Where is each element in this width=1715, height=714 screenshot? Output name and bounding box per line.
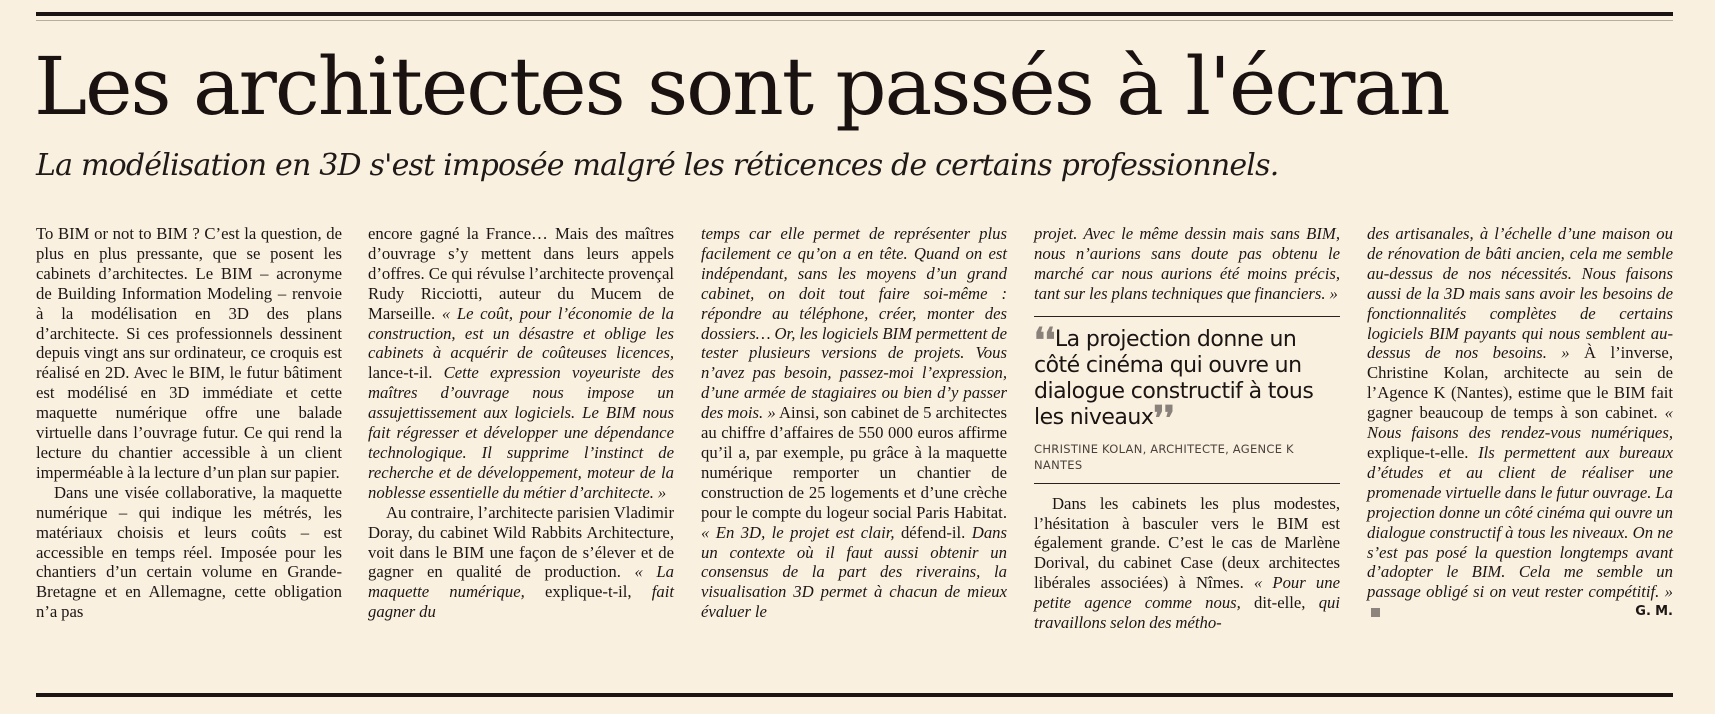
close-quote-icon: ❜❜: [1153, 398, 1175, 439]
col4-quote: « Pour une petite agence comme nous,: [1034, 573, 1340, 613]
col2-text: explique-t-il,: [524, 582, 652, 602]
headline: Les architectes sont passés à l'écran: [34, 40, 1449, 133]
col2-paragraph-2: [368, 503, 674, 622]
pull-quote-credit: CHRISTINE KOLAN, ARCHITECTE, AGENCE K NANTES: [1034, 441, 1294, 472]
col5-quote: Ils permettent aux bureaux d’études et au client de réaliser une promenade virtuelle dans le futur ouvrage. La projection donne un côté cinéma qui ouvre un dialogue constructif à tous les niveaux. On ne s’est pas posé la question longtemps avant d’adopter le BIM. Cela me semble un passage obligé si on veut rester compétitif. »: [1367, 442, 1674, 602]
col3-quote: temps car elle permet de représenter plus facilement ce qu’on a en tête. Quand on est indépendant, sans les moyens d’un grand cabinet, on doit tout faire soi-même : répondre au téléphone, créer, monter des dossiers… Or, les logiciels BIM permettent de tester plusieurs versions de projets. Vous n’avez pas besoin, passez-moi l’expression, d’une armée de stagiaires ou bien d’y passer des mois. »: [701, 224, 1007, 423]
author-signature: G. M.: [1635, 604, 1673, 620]
article-column-5: [1367, 224, 1673, 622]
bottom-rule: [36, 693, 1673, 697]
col5-quote: « Nous faisons des rendez-vous numériques,: [1367, 403, 1673, 443]
col3-text: Ainsi, son cabinet de 5 architectes au chiffre d’affaires de 550 000 euros affirme qu’il a, par exemple, pu grâce à la maquette numérique remporter un chantier de construction de 25 logements et d’une crèche pour le compte du logeur social Paris Habitat.: [701, 403, 1008, 522]
col5-paragraph-1: [1367, 224, 1673, 622]
article-column-4: [1034, 224, 1340, 633]
col2-quote: Cette expression voyeuriste des maîtres d’ouvrage nous impose un assujettissement aux logiciels. Le BIM nous fait régresser et développer une dépendance technologique. Il supprime l’instinct de recherche et de développement, moteur de la noblesse essentielle du métier d’architecte. »: [368, 363, 674, 502]
col1-paragraph-2: Dans une visée collaborative, la maquette numérique – qui indique les métrés, les matériaux choisis et leurs coûts – est accessible en temps réel. Imposée pour les chantiers d’un certain volume en Grande-Bretagne et en Allemagne, cette obligation n’a pas: [36, 482, 342, 622]
col4-quote: projet. Avec le même dessin mais sans BIM, nous n’aurions sans doute pas obtenu le marché car nous aurions été moins précis, tant sur les plans techniques que financiers. »: [1034, 224, 1340, 303]
col2-quote: « La maquette numérique,: [368, 562, 674, 602]
col3-quote: « En 3D, le projet est clair,: [701, 522, 895, 542]
col3-paragraph-1: [701, 224, 1007, 622]
article-column-1: [36, 224, 342, 622]
col4-text: Dans les cabinets les plus modestes, l’hésitation à basculer vers le BIM est également grande. C’est le cas de Marlène Dorival, du cabinet Case (deux architectes libérales associées) à Nîmes.: [1034, 493, 1340, 593]
col5-text: explique-t-elle.: [1367, 442, 1479, 462]
col3-quote: Dans un contexte où il faut aussi obtenir un consensus de la part des riverains, la visualisation 3D permet à chacun de mieux évaluer le: [701, 522, 1007, 622]
subtitle: La modélisation en 3D s'est imposée malgré les réticences de certains professionnels.: [36, 148, 1279, 183]
open-quote-icon: ❛❛: [1034, 320, 1055, 361]
article-column-2: [368, 224, 674, 622]
col1-paragraph-1: To BIM or not to BIM ? C’est la question, de plus en plus pressante, que se posent les cabinets d’architectes. Le BIM – acronyme de Building Information Modeling – renvoie à la modélisation en 3D des plans d’architecte. Si ces professionnels dessinent depuis vingt ans sur ordinateur, ce croquis est réalisé en 2D. Avec le BIM, le futur bâtiment est modélisé en 3D immédiate et cette maquette numérique offre une balade virtuelle dans l’ouvrage futur. Ce qui rend la lecture du chantier accessible à un client imperméable à la lecture d’un plan sur papier.: [36, 224, 342, 482]
top-rule-thin: [36, 20, 1673, 21]
col2-quote: « Le coût, pour l’économie de la construction, est un désastre et oblige les cabinets à acquérir de coûteuses licences,: [368, 303, 675, 363]
pull-quote: [1034, 316, 1340, 484]
col4-quote: qui travaillons selon des métho-: [1034, 593, 1341, 633]
col5-text: À l’inverse, Christine Kolan, architecte au sein de l’Agence K (Nantes), estime que le BIM fait gagner beaucoup de temps à son cabinet.: [1367, 343, 1673, 423]
col2-quote: fait gagner du: [368, 582, 674, 622]
col2-text: Au contraire, l’architecte parisien Vladimir Doray, du cabinet Wild Rabbits Architecture, voit dans le BIM une façon de s’élever et de gagner en qualité de production.: [368, 502, 674, 582]
col4-paragraph-1: [1034, 224, 1340, 304]
col4-text: dit-elle,: [1240, 593, 1319, 613]
col2-paragraph-1: [368, 224, 674, 503]
end-of-article-icon: [1371, 608, 1380, 617]
pull-quote-body: La projection donne un côté cinéma qui ouvre un dialogue constructif à tous les niveaux: [1034, 326, 1314, 430]
col4-paragraph-2: [1034, 494, 1340, 633]
pull-quote-text: [1034, 320, 1340, 439]
col2-text: lance-t-il.: [368, 363, 444, 383]
col3-text: défend-il.: [894, 522, 972, 542]
col5-quote: des artisanales, à l’échelle d’une maison ou de rénovation de bâti ancien, cela me semble au-dessus de nos nécessités. Nous faisons aussi de la 3D mais sans avoir les besoins de fonctionnalités complètes de certains logiciels BIM payants qui nous semblent au-dessus de nos besoins. »: [1367, 224, 1673, 363]
top-rule: [36, 12, 1673, 16]
article-column-3: [701, 224, 1007, 622]
col2-text: encore gagné la France… Mais des maîtres d’ouvrage s’y mettent dans leurs appels d’offres. Ce qui révulse l’architecte provençal Rudy Ricciotti, auteur du Mucem de Marseille.: [368, 224, 674, 323]
